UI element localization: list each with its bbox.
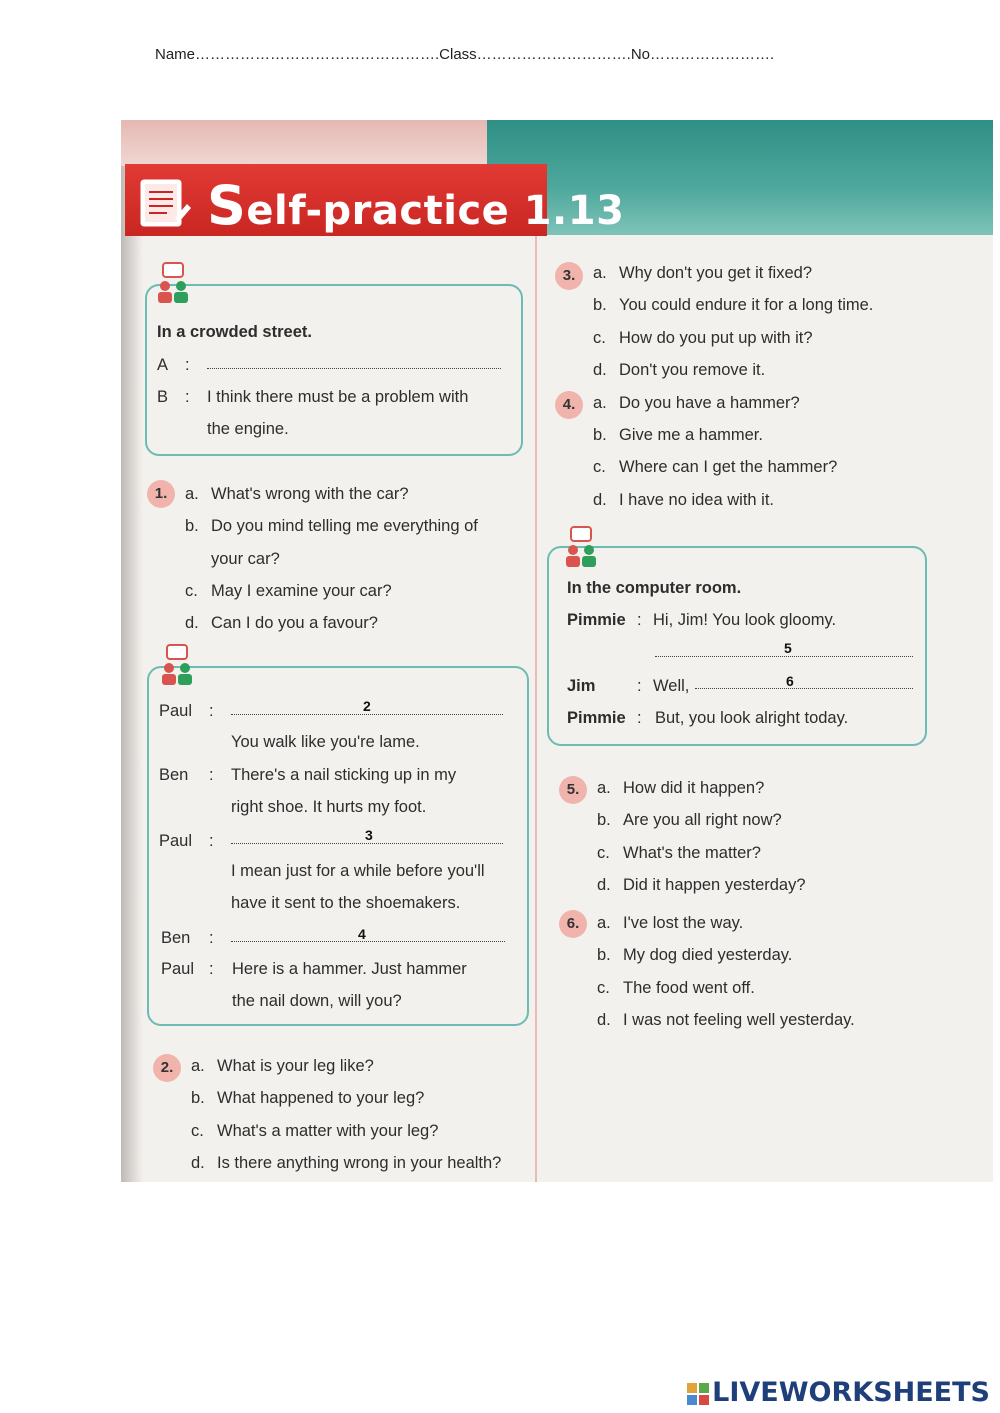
box2-line: Here is a hammer. Just hammer xyxy=(232,960,467,978)
box3-setting: In the computer room. xyxy=(567,579,742,597)
box1-colon-b: : xyxy=(185,388,190,406)
q2-option-a[interactable]: What is your leg like? xyxy=(217,1057,374,1075)
q6-option-c[interactable]: The food went off. xyxy=(623,979,755,997)
q4-letter-b: b. xyxy=(593,426,607,444)
blank-number-2: 2 xyxy=(363,698,371,714)
q3-option-c[interactable]: How do you put up with it? xyxy=(619,329,813,347)
q1-letter-a: a. xyxy=(185,485,199,503)
box1-line-b: I think there must be a problem with xyxy=(207,388,469,406)
box3-pimmie-line: Hi, Jim! You look gloomy. xyxy=(653,611,837,629)
box2-line: the nail down, will you? xyxy=(232,992,402,1010)
box2-line: right shoe. It hurts my foot. xyxy=(231,798,427,816)
box3-colon: : xyxy=(637,611,642,629)
box1-speaker-b: B xyxy=(157,388,169,406)
q6-letter-c: c. xyxy=(597,979,610,997)
question-4-number: 4. xyxy=(555,391,583,419)
box3-pimmie-line: But, you look alright today. xyxy=(655,709,849,727)
box3-speaker-pimmie: Pimmie xyxy=(567,611,626,629)
q4-option-c[interactable]: Where can I get the hammer? xyxy=(619,458,838,476)
q4-letter-a: a. xyxy=(593,394,607,412)
q4-letter-c: c. xyxy=(593,458,606,476)
q3-letter-b: b. xyxy=(593,296,607,314)
title-rest: elf-practice 1.13 xyxy=(246,188,625,234)
binding-shadow xyxy=(121,120,143,1182)
box1-line-b2: the engine. xyxy=(207,420,289,438)
notebook-icon xyxy=(131,174,195,232)
box2-speaker-ben: Ben xyxy=(159,766,189,784)
blank-number-5: 5 xyxy=(784,640,792,656)
column-divider xyxy=(535,236,537,1182)
q4-option-d[interactable]: I have no idea with it. xyxy=(619,491,775,509)
q1-letter-c: c. xyxy=(185,582,198,600)
box2-colon: : xyxy=(209,766,214,784)
brand-name: LIVEWORKSHEETS xyxy=(712,1377,990,1408)
box2-speaker-paul: Paul xyxy=(159,832,193,850)
q2-option-b[interactable]: What happened to your leg? xyxy=(217,1089,425,1107)
question-5-number: 5. xyxy=(559,776,587,804)
q4-option-a[interactable]: Do you have a hammer? xyxy=(619,394,800,412)
q5-option-c[interactable]: What's the matter? xyxy=(623,844,761,862)
q5-letter-a: a. xyxy=(597,779,611,797)
q4-letter-d: d. xyxy=(593,491,607,509)
liveworksheets-logo[interactable] xyxy=(686,1377,990,1408)
q6-letter-b: b. xyxy=(597,946,611,964)
q1-option-c[interactable]: May I examine your car? xyxy=(211,582,392,600)
box2-line: I mean just for a while before you'll xyxy=(231,862,485,880)
q3-option-d[interactable]: Don't you remove it. xyxy=(619,361,766,379)
box3-speaker-pimmie: Pimmie xyxy=(567,709,626,727)
box2-speaker-paul: Paul xyxy=(159,702,193,720)
q5-option-d[interactable]: Did it happen yesterday? xyxy=(623,876,806,894)
box2-line: There's a nail sticking up in my xyxy=(231,766,457,784)
box2-colon: : xyxy=(209,702,214,720)
box3-colon: : xyxy=(637,677,642,695)
question-3-number: 3. xyxy=(555,262,583,290)
box3-colon: : xyxy=(637,709,642,727)
q2-letter-d: d. xyxy=(191,1154,205,1172)
q3-option-a[interactable]: Why don't you get it fixed? xyxy=(619,264,813,282)
answer-blank-6[interactable] xyxy=(695,670,913,689)
box2-line: have it sent to the shoemakers. xyxy=(231,894,461,912)
dialogue-box-1 xyxy=(145,284,523,456)
q2-letter-b: b. xyxy=(191,1089,205,1107)
q5-option-b[interactable]: Are you all right now? xyxy=(623,811,782,829)
blank-number-6: 6 xyxy=(786,673,794,689)
box3-speaker-jim: Jim xyxy=(567,677,596,695)
answer-blank-a[interactable] xyxy=(207,350,501,369)
q3-letter-a: a. xyxy=(593,264,607,282)
box2-colon: : xyxy=(209,929,214,947)
q6-option-b[interactable]: My dog died yesterday. xyxy=(623,946,793,964)
q1-letter-b: b. xyxy=(185,517,199,535)
question-1-number: 1. xyxy=(147,480,175,508)
conversation-icon xyxy=(153,262,193,306)
question-2-number: 2. xyxy=(153,1054,181,1082)
scanned-worksheet xyxy=(121,120,993,1182)
blank-number-3: 3 xyxy=(365,827,373,843)
box3-jim-line: Well, xyxy=(653,677,690,695)
q6-letter-a: a. xyxy=(597,914,611,932)
box1-colon-a: : xyxy=(185,356,190,374)
q3-option-b[interactable]: You could endure it for a long time. xyxy=(619,296,874,314)
q1-option-b-cont[interactable]: your car? xyxy=(211,550,280,568)
q1-letter-d: d. xyxy=(185,614,199,632)
q1-option-b[interactable]: Do you mind telling me everything of xyxy=(211,517,478,535)
conversation-icon xyxy=(561,526,601,570)
q2-option-d[interactable]: Is there anything wrong in your health? xyxy=(217,1154,502,1172)
conversation-icon xyxy=(157,644,197,688)
q2-letter-a: a. xyxy=(191,1057,205,1075)
q6-letter-d: d. xyxy=(597,1011,611,1029)
q5-letter-d: d. xyxy=(597,876,611,894)
q5-letter-b: b. xyxy=(597,811,611,829)
top-pink-strip xyxy=(121,120,493,166)
box2-colon: : xyxy=(209,832,214,850)
liveworksheets-logo-icon xyxy=(686,1382,710,1406)
blank-number-4: 4 xyxy=(358,926,366,942)
box2-speaker-ben: Ben xyxy=(161,929,191,947)
q1-option-d[interactable]: Can I do you a favour? xyxy=(211,614,378,632)
q2-option-c[interactable]: What's a matter with your leg? xyxy=(217,1122,439,1140)
title-first-letter: S xyxy=(207,174,247,237)
box2-speaker-paul: Paul xyxy=(161,960,195,978)
q6-option-a[interactable]: I've lost the way. xyxy=(623,914,744,932)
q1-option-a[interactable]: What's wrong with the car? xyxy=(211,485,409,503)
box1-setting: In a crowded street. xyxy=(157,323,312,341)
q5-letter-c: c. xyxy=(597,844,610,862)
q4-option-b[interactable]: Give me a hammer. xyxy=(619,426,763,444)
question-6-number: 6. xyxy=(559,910,587,938)
answer-blank-4[interactable] xyxy=(231,923,505,942)
q3-letter-c: c. xyxy=(593,329,606,347)
q3-letter-d: d. xyxy=(593,361,607,379)
q5-option-a[interactable]: How did it happen? xyxy=(623,779,765,797)
box1-speaker-a: A xyxy=(157,356,169,374)
page-title xyxy=(207,174,624,237)
q2-letter-c: c. xyxy=(191,1122,204,1140)
box2-colon: : xyxy=(209,960,214,978)
box2-line: You walk like you're lame. xyxy=(231,733,420,751)
q6-option-d[interactable]: I was not feeling well yesterday. xyxy=(623,1011,855,1029)
name-class-no-line: Name………………………………………….Class………………………….No……………………. xyxy=(155,46,775,63)
